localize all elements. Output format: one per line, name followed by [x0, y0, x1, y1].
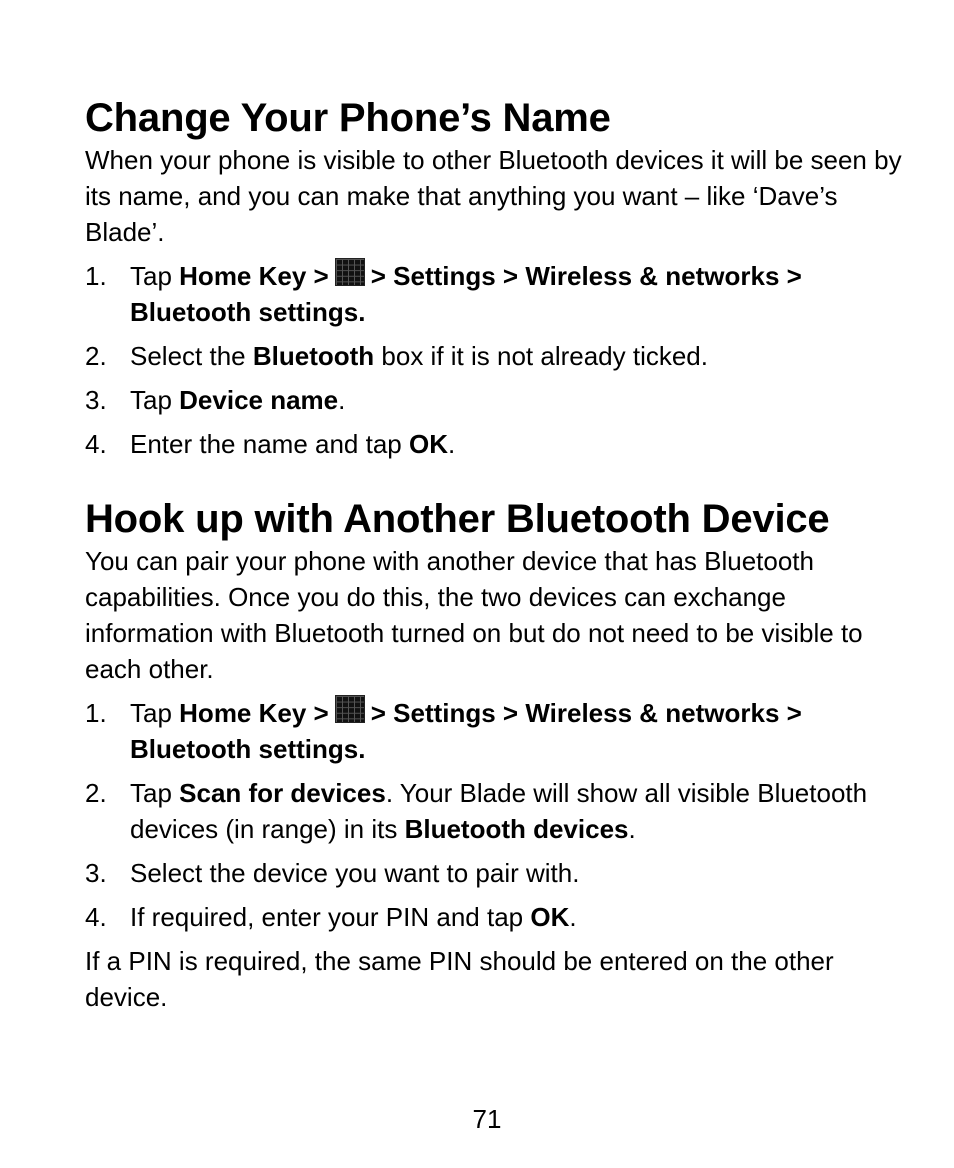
- section-intro: When your phone is visible to other Bluetooth devices it will be seen by its name, and you can make that anything you want – like ‘Dave’s Blade’.: [85, 145, 902, 247]
- section-outro: If a PIN is required, the same PIN should be entered on the other device.: [85, 946, 834, 1012]
- list-item: [85, 695, 905, 767]
- step-text: .: [447, 429, 456, 459]
- steps-list-change-name: [85, 258, 905, 462]
- page-number: 71: [472, 1104, 502, 1134]
- list-item: [85, 899, 905, 935]
- list-item: [85, 338, 905, 374]
- apps-grid-icon: [335, 695, 365, 723]
- list-item: [85, 382, 905, 418]
- list-item: [85, 258, 905, 330]
- section-intro: You can pair your phone with another device that has Bluetooth capabilities. Once you do this, the two devices can exchange information with Bluetooth turned on but do not need to be visible to each other.: [85, 546, 863, 684]
- step-text: .: [569, 902, 577, 932]
- step-text: .: [628, 814, 636, 844]
- step-text: Tap: [130, 261, 180, 291]
- step-number: 2.: [85, 341, 107, 371]
- step-bold: OK: [408, 429, 448, 459]
- step-bold: > Settings > Wireless & networks > Bluetooth settings.: [130, 261, 802, 327]
- step-bold: Home Key >: [179, 698, 329, 728]
- step-bold: Device name: [179, 385, 339, 415]
- step-number: 1.: [85, 698, 107, 728]
- step-text: Enter the name and tap: [130, 429, 409, 459]
- list-item: [85, 775, 905, 847]
- step-number: 4.: [85, 902, 107, 932]
- step-text: Select the: [130, 341, 253, 371]
- step-bold: Scan for devices: [179, 778, 386, 808]
- section-title-change-name: Change Your Phone’s Name: [85, 96, 611, 140]
- section-title-hook-up: Hook up with Another Bluetooth Device: [85, 497, 830, 541]
- document-page: [85, 92, 905, 1015]
- steps-list-hook-up: [85, 695, 905, 935]
- step-number: 3.: [85, 858, 107, 888]
- step-text: Tap: [130, 385, 180, 415]
- step-text: .: [338, 385, 346, 415]
- step-text: Tap: [130, 698, 180, 728]
- step-text: box if it is not already ticked.: [374, 341, 708, 371]
- list-item: [85, 426, 905, 462]
- list-item: [85, 855, 905, 891]
- step-bold: Home Key >: [179, 261, 329, 291]
- step-text: If required, enter your PIN and tap: [130, 902, 531, 932]
- step-number: 2.: [85, 778, 107, 808]
- step-text: . Your Blade will show all visible Bluetooth devices (in range) in its: [130, 778, 868, 844]
- step-bold: Bluetooth devices: [404, 814, 629, 844]
- step-number: 1.: [85, 261, 107, 291]
- step-number: 3.: [85, 385, 107, 415]
- step-text: Select the device you want to pair with.: [130, 858, 580, 888]
- apps-grid-icon: [335, 258, 365, 286]
- step-bold: OK: [530, 902, 570, 932]
- step-bold: > Settings > Wireless & networks > Bluetooth settings.: [130, 698, 802, 764]
- step-bold: Bluetooth: [252, 341, 375, 371]
- step-number: 4.: [85, 429, 107, 459]
- step-text: Tap: [130, 778, 180, 808]
